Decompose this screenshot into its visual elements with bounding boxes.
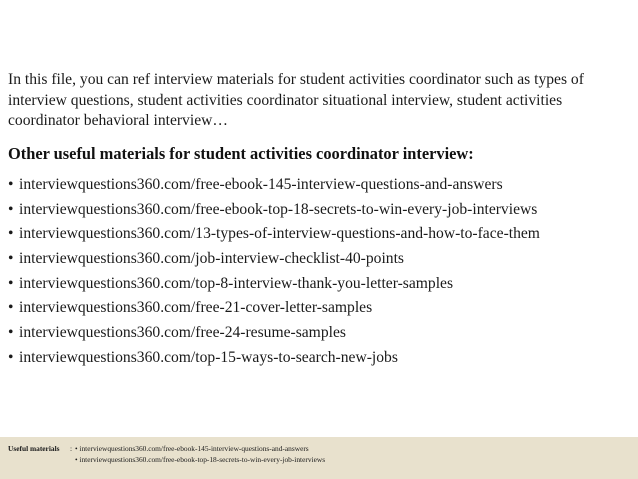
bullet-icon: • xyxy=(8,176,14,193)
list-item xyxy=(8,175,634,200)
bullet-icon: • xyxy=(8,324,14,342)
bullet-icon: • xyxy=(8,348,14,366)
link-text[interactable]: interviewquestions360.com/free-21-cover-letter-samples xyxy=(19,299,373,317)
footer-link[interactable]: • interviewquestions360.com/free-ebook-145-interview-questions-and-answers xyxy=(75,444,309,453)
list-item xyxy=(8,224,634,249)
bullet-icon: • xyxy=(8,225,14,243)
link-text[interactable]: interviewquestions360.com/free-ebook-top-18-secrets-to-win-every-job-interviews xyxy=(19,200,538,218)
list-item xyxy=(8,323,634,348)
bullet-icon: • xyxy=(8,274,14,292)
footer-link-list xyxy=(75,443,325,465)
footer-bar xyxy=(0,437,638,479)
link-text[interactable]: interviewquestions360.com/job-interview-checklist-40-points xyxy=(19,250,404,268)
footer-colon: : xyxy=(70,444,73,453)
link-text[interactable]: interviewquestions360.com/free-24-resume-samples xyxy=(19,324,346,342)
materials-heading: Other useful materials for student activities coordinator interview: xyxy=(8,144,474,163)
materials-link-list xyxy=(8,175,634,373)
list-item xyxy=(8,298,634,323)
link-text[interactable]: interviewquestions360.com/13-types-of-interview-questions-and-how-to-face-them xyxy=(19,225,540,243)
bullet-icon: • xyxy=(8,299,14,317)
list-item xyxy=(8,200,634,225)
link-text[interactable]: interviewquestions360.com/top-8-interview-thank-you-letter-samples xyxy=(19,274,454,292)
list-item xyxy=(8,274,634,299)
bullet-icon: • xyxy=(8,250,14,268)
intro-paragraph: In this file, you can ref interview materials for student activities coordinator such as types of interview questions, student activities coordinator situational interview, student activities coordinator behavioral interview… xyxy=(8,71,584,129)
bullet-icon: • xyxy=(8,200,14,218)
list-item xyxy=(8,348,634,373)
link-text[interactable]: interviewquestions360.com/free-ebook-145-interview-questions-and-answers xyxy=(19,176,503,193)
footer-label: Useful materials xyxy=(8,444,60,453)
link-text[interactable]: interviewquestions360.com/top-15-ways-to-search-new-jobs xyxy=(19,348,398,366)
footer-link[interactable]: • interviewquestions360.com/free-ebook-top-18-secrets-to-win-every-job-interviews xyxy=(75,455,326,464)
list-item xyxy=(8,249,634,274)
